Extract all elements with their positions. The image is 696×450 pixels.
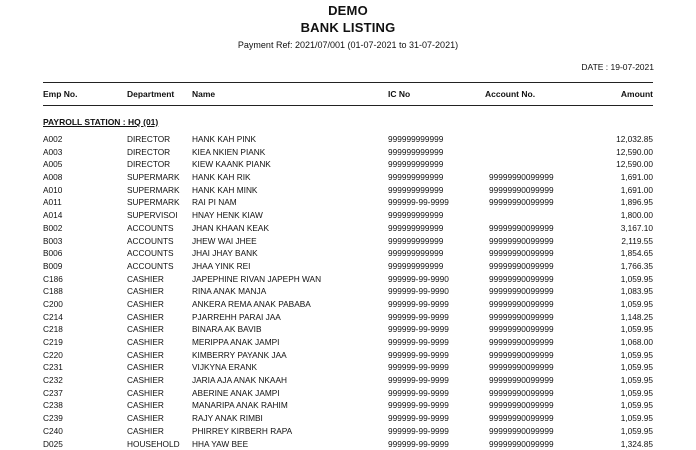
amount-cell: 1,059.95 xyxy=(573,374,653,387)
amount-cell: 1,068.00 xyxy=(573,336,653,349)
department-cell: CASHIER xyxy=(127,273,192,286)
table-row xyxy=(43,273,653,286)
account-no-cell: 99999990099999 xyxy=(489,196,589,209)
department-cell: CASHIER xyxy=(127,336,192,349)
amount-cell: 1,766.35 xyxy=(573,260,653,273)
ic-no-cell: 999999999999 xyxy=(388,247,483,260)
ic-no-cell: 999999-99-9999 xyxy=(388,399,483,412)
department-cell: ACCOUNTS xyxy=(127,235,192,248)
table-row xyxy=(43,247,653,260)
ic-no-cell: 999999999999 xyxy=(388,146,483,159)
emp-no-cell: B006 xyxy=(43,247,123,260)
ic-no-cell: 999999-99-9999 xyxy=(388,374,483,387)
ic-no-cell: 999999-99-9999 xyxy=(388,336,483,349)
account-no-cell: 99999990099999 xyxy=(489,387,589,400)
department-cell: ACCOUNTS xyxy=(127,260,192,273)
account-no-cell: 99999990099999 xyxy=(489,349,589,362)
account-no-cell: 99999990099999 xyxy=(489,425,589,438)
section-title: PAYROLL STATION : HQ (01) xyxy=(43,117,158,127)
emp-no-cell: C232 xyxy=(43,374,123,387)
ic-no-cell: 999999-99-9999 xyxy=(388,349,483,362)
amount-cell: 1,896.95 xyxy=(573,196,653,209)
department-cell: CASHIER xyxy=(127,374,192,387)
table-header xyxy=(43,82,653,106)
ic-no-cell: 999999999999 xyxy=(388,222,483,235)
emp-no-cell: C220 xyxy=(43,349,123,362)
account-no-cell: 99999990099999 xyxy=(489,412,589,425)
table-row xyxy=(43,438,653,450)
table-row xyxy=(43,425,653,438)
emp-no-cell: C238 xyxy=(43,399,123,412)
name-cell: ABERINE ANAK JAMPI xyxy=(192,387,382,400)
table-row xyxy=(43,349,653,362)
amount-cell: 12,032.85 xyxy=(573,133,653,146)
name-cell: JARIA AJA ANAK NKAAH xyxy=(192,374,382,387)
department-cell: CASHIER xyxy=(127,298,192,311)
account-no-cell: 99999990099999 xyxy=(489,260,589,273)
name-cell: JHAA YINK REI xyxy=(192,260,382,273)
emp-no-cell: A010 xyxy=(43,184,123,197)
table-row xyxy=(43,323,653,336)
emp-no-cell: B002 xyxy=(43,222,123,235)
department-cell: CASHIER xyxy=(127,425,192,438)
table-row xyxy=(43,222,653,235)
amount-cell: 2,119.55 xyxy=(573,235,653,248)
name-cell: JHEW WAI JHEE xyxy=(192,235,382,248)
emp-no-cell: C218 xyxy=(43,323,123,336)
ic-no-cell: 999999999999 xyxy=(388,158,483,171)
account-no-cell: 99999990099999 xyxy=(489,235,589,248)
name-cell: KIMBERRY PAYANK JAA xyxy=(192,349,382,362)
ic-no-cell: 999999-99-9999 xyxy=(388,311,483,324)
amount-cell: 1,059.95 xyxy=(573,298,653,311)
department-cell: CASHIER xyxy=(127,285,192,298)
ic-no-cell: 999999999999 xyxy=(388,184,483,197)
ic-no-cell: 999999-99-9999 xyxy=(388,196,483,209)
amount-cell: 1,148.25 xyxy=(573,311,653,324)
emp-no-cell: C240 xyxy=(43,425,123,438)
account-no-cell: 99999990099999 xyxy=(489,285,589,298)
emp-no-cell: C200 xyxy=(43,298,123,311)
department-cell: HOUSEHOLD xyxy=(127,438,192,450)
emp-no-cell: C231 xyxy=(43,361,123,374)
department-cell: SUPERMARK xyxy=(127,196,192,209)
table-row xyxy=(43,311,653,324)
col-amount: Amount xyxy=(621,89,653,99)
table-row xyxy=(43,399,653,412)
amount-cell: 1,059.95 xyxy=(573,399,653,412)
name-cell: RAI PI NAM xyxy=(192,196,382,209)
department-cell: CASHIER xyxy=(127,387,192,400)
account-no-cell: 99999990099999 xyxy=(489,399,589,412)
department-cell: ACCOUNTS xyxy=(127,247,192,260)
ic-no-cell: 999999-99-9999 xyxy=(388,438,483,450)
col-name: Name xyxy=(192,89,215,99)
amount-cell: 1,854.65 xyxy=(573,247,653,260)
name-cell: PHIRREY KIRBERH RAPA xyxy=(192,425,382,438)
col-department: Department xyxy=(127,89,174,99)
account-no-cell: 99999990099999 xyxy=(489,247,589,260)
department-cell: CASHIER xyxy=(127,349,192,362)
emp-no-cell: A008 xyxy=(43,171,123,184)
table-row xyxy=(43,285,653,298)
table-row xyxy=(43,412,653,425)
amount-cell: 1,059.95 xyxy=(573,349,653,362)
account-no-cell: 99999990099999 xyxy=(489,184,589,197)
table-row xyxy=(43,158,653,171)
name-cell: HANK KAH RIK xyxy=(192,171,382,184)
department-cell: CASHIER xyxy=(127,399,192,412)
name-cell: PJARREHH PARAI JAA xyxy=(192,311,382,324)
ic-no-cell: 999999-99-9999 xyxy=(388,298,483,311)
ic-no-cell: 999999-99-9999 xyxy=(388,361,483,374)
account-no-cell: 99999990099999 xyxy=(489,374,589,387)
department-cell: CASHIER xyxy=(127,323,192,336)
emp-no-cell: C214 xyxy=(43,311,123,324)
name-cell: HANK KAH PINK xyxy=(192,133,382,146)
amount-cell: 12,590.00 xyxy=(573,146,653,159)
amount-cell: 1,800.00 xyxy=(573,209,653,222)
account-no-cell: 99999990099999 xyxy=(489,311,589,324)
account-no-cell: 99999990099999 xyxy=(489,323,589,336)
department-cell: SUPERVISOI xyxy=(127,209,192,222)
col-ic-no: IC No xyxy=(388,89,410,99)
report-date: DATE : 19-07-2021 xyxy=(581,62,654,72)
name-cell: HHA YAW BEE xyxy=(192,438,382,450)
emp-no-cell: A003 xyxy=(43,146,123,159)
ic-no-cell: 999999999999 xyxy=(388,171,483,184)
department-cell: ACCOUNTS xyxy=(127,222,192,235)
table-body xyxy=(43,133,653,450)
emp-no-cell: D025 xyxy=(43,438,123,450)
account-no-cell: 99999990099999 xyxy=(489,222,589,235)
account-no-cell: 99999990099999 xyxy=(489,361,589,374)
table-row xyxy=(43,209,653,222)
department-cell: DIRECTOR xyxy=(127,133,192,146)
account-no-cell: 99999990099999 xyxy=(489,273,589,286)
name-cell: ANKERA REMA ANAK PABABA xyxy=(192,298,382,311)
department-cell: CASHIER xyxy=(127,361,192,374)
amount-cell: 1,059.95 xyxy=(573,323,653,336)
table-row xyxy=(43,374,653,387)
name-cell: JHAI JHAY BANK xyxy=(192,247,382,260)
emp-no-cell: B009 xyxy=(43,260,123,273)
report-title: BANK LISTING xyxy=(0,20,696,35)
emp-no-cell: C237 xyxy=(43,387,123,400)
account-no-cell: 99999990099999 xyxy=(489,438,589,450)
department-cell: SUPERMARK xyxy=(127,171,192,184)
table-row xyxy=(43,361,653,374)
table-row xyxy=(43,336,653,349)
name-cell: RINA ANAK MANJA xyxy=(192,285,382,298)
name-cell: MERIPPA ANAK JAMPI xyxy=(192,336,382,349)
ic-no-cell: 999999-99-9999 xyxy=(388,412,483,425)
amount-cell: 1,083.95 xyxy=(573,285,653,298)
ic-no-cell: 999999999999 xyxy=(388,133,483,146)
account-no-cell: 99999990099999 xyxy=(489,298,589,311)
name-cell: RAJY ANAK RIMBI xyxy=(192,412,382,425)
name-cell: VIJKYNA ERANK xyxy=(192,361,382,374)
amount-cell: 1,691.00 xyxy=(573,171,653,184)
amount-cell: 1,691.00 xyxy=(573,184,653,197)
emp-no-cell: A002 xyxy=(43,133,123,146)
name-cell: JHAN KHAAN KEAK xyxy=(192,222,382,235)
amount-cell: 12,590.00 xyxy=(573,158,653,171)
payment-reference: Payment Ref: 2021/07/001 (01-07-2021 to 31-07-2021) xyxy=(0,40,696,50)
amount-cell: 1,059.95 xyxy=(573,273,653,286)
emp-no-cell: B003 xyxy=(43,235,123,248)
amount-cell: 3,167.10 xyxy=(573,222,653,235)
name-cell: KIEW KAANK PIANK xyxy=(192,158,382,171)
name-cell: KIEA NKIEN PIANK xyxy=(192,146,382,159)
table-row xyxy=(43,146,653,159)
col-account-no: Account No. xyxy=(485,89,535,99)
department-cell: DIRECTOR xyxy=(127,146,192,159)
department-cell: CASHIER xyxy=(127,412,192,425)
name-cell: HANK KAH MINK xyxy=(192,184,382,197)
amount-cell: 1,324.85 xyxy=(573,438,653,450)
amount-cell: 1,059.95 xyxy=(573,412,653,425)
emp-no-cell: C188 xyxy=(43,285,123,298)
ic-no-cell: 999999999999 xyxy=(388,209,483,222)
table-row xyxy=(43,184,653,197)
ic-no-cell: 999999999999 xyxy=(388,260,483,273)
ic-no-cell: 999999-99-9999 xyxy=(388,387,483,400)
ic-no-cell: 999999999999 xyxy=(388,235,483,248)
table-row xyxy=(43,298,653,311)
table-row xyxy=(43,387,653,400)
company-title: DEMO xyxy=(0,3,696,18)
department-cell: CASHIER xyxy=(127,311,192,324)
emp-no-cell: A005 xyxy=(43,158,123,171)
name-cell: HNAY HENK KIAW xyxy=(192,209,382,222)
emp-no-cell: A011 xyxy=(43,196,123,209)
name-cell: MANARIPA ANAK RAHIM xyxy=(192,399,382,412)
table-row xyxy=(43,196,653,209)
col-emp-no: Emp No. xyxy=(43,89,77,99)
emp-no-cell: C186 xyxy=(43,273,123,286)
table-row xyxy=(43,171,653,184)
emp-no-cell: A014 xyxy=(43,209,123,222)
ic-no-cell: 999999-99-9999 xyxy=(388,425,483,438)
ic-no-cell: 999999-99-9990 xyxy=(388,273,483,286)
amount-cell: 1,059.95 xyxy=(573,425,653,438)
account-no-cell: 99999990099999 xyxy=(489,336,589,349)
amount-cell: 1,059.95 xyxy=(573,361,653,374)
emp-no-cell: C219 xyxy=(43,336,123,349)
table-row xyxy=(43,260,653,273)
table-row xyxy=(43,235,653,248)
department-cell: SUPERMARK xyxy=(127,184,192,197)
amount-cell: 1,059.95 xyxy=(573,387,653,400)
ic-no-cell: 999999-99-9999 xyxy=(388,323,483,336)
table-row xyxy=(43,133,653,146)
name-cell: BINARA AK BAVIB xyxy=(192,323,382,336)
emp-no-cell: C239 xyxy=(43,412,123,425)
ic-no-cell: 999999-99-9990 xyxy=(388,285,483,298)
account-no-cell: 99999990099999 xyxy=(489,171,589,184)
department-cell: DIRECTOR xyxy=(127,158,192,171)
name-cell: JAPEPHINE RIVAN JAPEPH WAN xyxy=(192,273,382,286)
